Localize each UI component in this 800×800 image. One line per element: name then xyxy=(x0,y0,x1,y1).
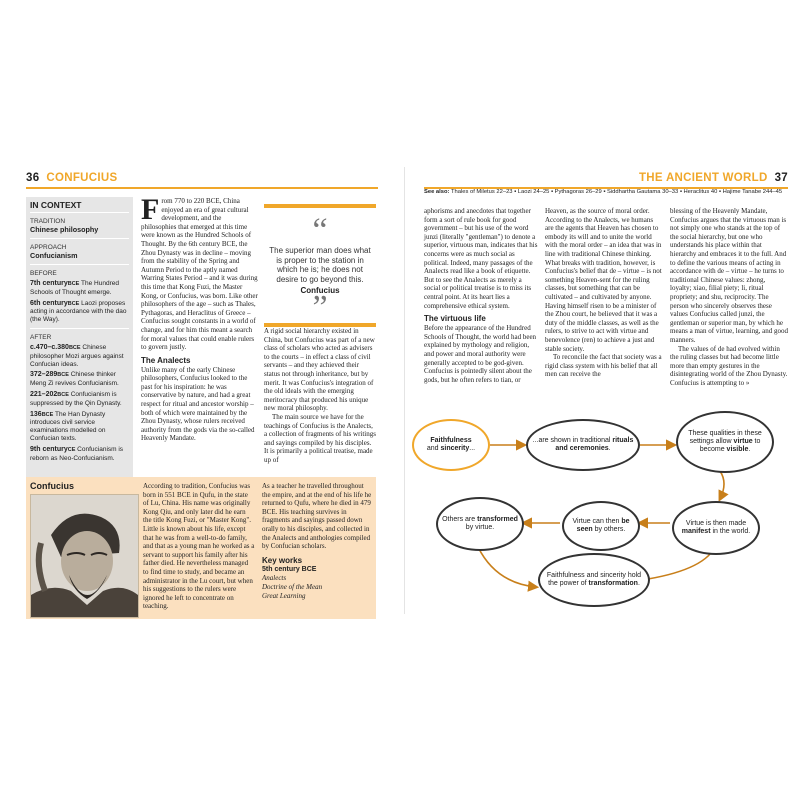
left-header-rule xyxy=(26,187,378,189)
approach-value: Confucianism xyxy=(30,251,78,260)
key-works-date: 5th century BCE xyxy=(262,565,317,573)
open-quote-mark: “ xyxy=(312,212,328,249)
left-page-number: 36 xyxy=(26,172,40,184)
right-running-title: THE ANCIENT WORLD xyxy=(638,172,768,184)
reconcile-paragraph: To reconcile the fact that society was a rigid class system with his belief that all men can receive the xyxy=(545,353,662,379)
virtue-flow-diagram xyxy=(412,407,788,609)
biography-column-1 xyxy=(143,482,255,611)
portrait-illustration-icon xyxy=(31,495,138,617)
aphorisms-paragraph: aphorisms and anecdotes that together form a sort of rule book for good government – but his use of the word junzi (literally "gentleman") to denote a superior, virtuous man, indicates that his concerns were as much social as political. Indeed, many passages of the Analects read like a book of etiquette. But to see the Analects as merely a social or political treatise is to miss its central point. At its heart lies a comprehensive ethical system. xyxy=(424,207,538,310)
after-entry: 372–289BCE Chinese thinker Meng Zi revives Confucianism. xyxy=(30,371,119,388)
node-manifest: Virtue is then made manifest in the world. xyxy=(672,501,760,555)
body-column-4 xyxy=(545,207,662,379)
biography-text-1: According to tradition, Confucius was born in 551 BCE in Qufu, in the state of Lu, China. His name was originally Kong Qiu, and only later did he earn the title Kong Fuzi, or "Master Kong". Little is known about his life, except that he was from a well-to-do family, and that as a young man he worked as a servant to support his family after his father died. He nevertheless managed to find time to study, and became an administrator in the Lu court, but when his suggestions to the rulers were ignored he left to concentrate on teaching. xyxy=(143,482,255,611)
tradition-label: TRADITION xyxy=(30,218,66,225)
drop-cap: F xyxy=(141,193,160,226)
after-entry: 221–202BCE Confucianism is suppressed by the Qin Dynasty. xyxy=(30,390,122,407)
after-entry: 136BCE The Han Dynasty introduces civil service examinations modelled on Confucian texts. xyxy=(30,410,106,442)
right-page-number: 37 xyxy=(774,172,788,184)
values-paragraph: The values of de had evolved within the ruling classes but had become little more than empty gestures in the disintegrating world of the Zhou Dynasty. Confucius is attempting to » xyxy=(670,344,788,387)
see-also xyxy=(424,189,789,197)
key-work-item: Doctrine of the Mean xyxy=(262,582,323,591)
left-folio xyxy=(26,172,117,184)
heaven-paragraph: Heaven, as the source of moral order. According to the Analects, we humans are the agents that Heaven has chosen to embody its will and to unite the world with the moral order – an idea that was in line with traditional Chinese thinking. What breaks with tradition, however, is Confucius's belief that de – virtue – is not something Heaven-sent for the ruling classes, but something that can be cultivated – and cultivated by anyone. Having himself risen to be a minister of the Zhou court, he believed that it was a duty of the middle classes, as well as the rulers, to strive to act with virtue and benevolence (ren) to achieve a just and stable society. xyxy=(545,207,662,353)
see-also-text: Thales of Miletus 22–23 ▪ Laozi 24–25 ▪ Pythagoras 26–29 ▪ Siddhartha Gautama 30–33 ▪ Heraclitus 40 ▪ Hajime Tanabe 244–45 xyxy=(449,189,783,195)
node-faithfulness: Faithfulness and sincerity... xyxy=(412,419,490,471)
biography-heading: Confucius xyxy=(30,481,74,491)
intro-paragraph: From 770 to 220 BCE, China enjoyed an era of great cultural development, and the philosophies that emerged at this time were known as the Hundred Schools of Thought. By the 6th century BCE, the Zhou Dynasty was in decline – moving from the stability of the Spring and Autumn Period to the aptly named Warring States Period – and it was during this time that Kong Fuzi, the Master Kong, or Confucius, was born. Like other philosophers of the age – such as Thales, Pythagoras, and Heraclitus of Greece – Confucius sought constants in a world of change, and for him this meant a search for moral values that could enable rulers to govern justly. xyxy=(141,193,258,352)
before-entry: 7th centuryBCE The Hundred Schools of Thought emerge. xyxy=(30,280,119,296)
close-quote-mark: ” xyxy=(312,289,328,326)
after-entry: 9th centuryCE Confucianism is reborn as Neo-Confucianism. xyxy=(30,445,124,462)
arrow-6 xyxy=(478,547,536,587)
node-be-seen: Virtue can then be seen by others. xyxy=(562,501,640,551)
approach-label: APPROACH xyxy=(30,244,67,251)
in-context-heading: IN CONTEXT xyxy=(30,200,129,213)
biography-column-2 xyxy=(262,482,372,600)
key-work-item: Analects xyxy=(262,574,287,583)
body-column-3 xyxy=(424,207,538,384)
section-heading-virtuous-life: The virtuous life xyxy=(424,314,486,324)
see-also-label: See also: xyxy=(424,189,450,195)
node-transformed: Others are transformed by virtue. xyxy=(436,497,524,551)
before-label: BEFORE xyxy=(30,270,57,277)
virtuous-life-paragraph: Before the appearance of the Hundred Schools of Thought, the world had been explained by mythology and religion, and power and moral authority were generally accepted to be god-given. Confucius is pointedly silent about the gods, but he often refers to tian, or xyxy=(424,324,537,384)
section-heading-analects: The Analects xyxy=(141,355,191,365)
pull-quote xyxy=(264,204,376,327)
before-entry: 6th centuryBCE Laozi proposes acting in accordance with the dao (the Way). xyxy=(30,299,127,324)
book-spread xyxy=(26,167,788,614)
gutter xyxy=(404,167,405,614)
node-rituals: ...are shown in traditional rituals and ceremonies. xyxy=(526,419,640,471)
arrow-3 xyxy=(720,471,724,499)
sources-paragraph: The main source we have for the teachings of Confucius is the Analects, a collection of fragments of his writings and sayings compiled by his disciples. It is primarily a political treatise, made up of xyxy=(264,412,376,464)
body-column-1 xyxy=(141,193,258,443)
tradition-value: Chinese philosophy xyxy=(30,225,99,234)
quote-author: Confucius xyxy=(300,286,340,295)
key-work-item: Great Learning xyxy=(262,591,306,600)
mandate-paragraph: blessing of the Heavenly Mandate, Confucius argues that the virtuous man is not simply one who stands at the top of the social hierarchy, but one who understands his place within that hierarchy and embraces it to the full. And to define the various means of acting in accordance with de – virtue – he turns to traditional Chinese values: zhong, loyalty; xiao, filial piety; li, ritual propriety; and shu, reciprocity. The person who sincerely observes these values Confucius called junzi, the gentleman or superior man, by which he means a man of virtue, learning, and good manners. xyxy=(670,207,788,344)
left-running-title: CONFUCIUS xyxy=(46,172,118,184)
biography-text-2: As a teacher he travelled throughout the empire, and at the end of his life he returned to Qufu, where he died in 479 BCE. His teaching survives in fragments and sayings passed down orally to his disciples, and collected in the Analects and anthologies compiled by Confucian scholars. xyxy=(262,482,372,551)
after-entry: c.470–c.380BCE Chinese philosopher Mozi argues against Confucian ideas. xyxy=(30,343,124,368)
body-column-2 xyxy=(264,327,376,465)
key-works-heading: Key works xyxy=(262,555,303,565)
hierarchy-paragraph: A rigid social hierarchy existed in China, but Confucius was part of a new class of scholars who acted as advisers to the courts – in effect a class of civil servants – and they achieved their status not through inheritance, but by merit. It was Confucius's integration of the old ideals with the emerging meritocracy that produced his unique new moral philosophy. xyxy=(264,327,375,413)
body-column-5 xyxy=(670,207,788,387)
right-folio xyxy=(639,172,788,184)
node-transformation: Faithfulness and sincerity hold the power of transformation. xyxy=(538,553,650,607)
analects-paragraph: Unlike many of the early Chinese philosophers, Confucius looked to the past for his inspiration: he was conservative by nature, and had a great respect for ritual and ancestor worship – both of which were maintained by the Zhou Dynasty, whose rulers received authority from the gods via the so-called Heavenly Mandate. xyxy=(141,365,255,443)
biography-box xyxy=(26,477,376,619)
node-visible: These qualities in these settings allow virtue to become visible. xyxy=(676,411,774,473)
after-label: AFTER xyxy=(30,333,52,341)
confucius-portrait xyxy=(30,494,139,618)
in-context-box xyxy=(26,197,133,483)
quote-text: The superior man does what is proper to the station in which he is; he does not desire to go beyond this. xyxy=(269,246,371,284)
